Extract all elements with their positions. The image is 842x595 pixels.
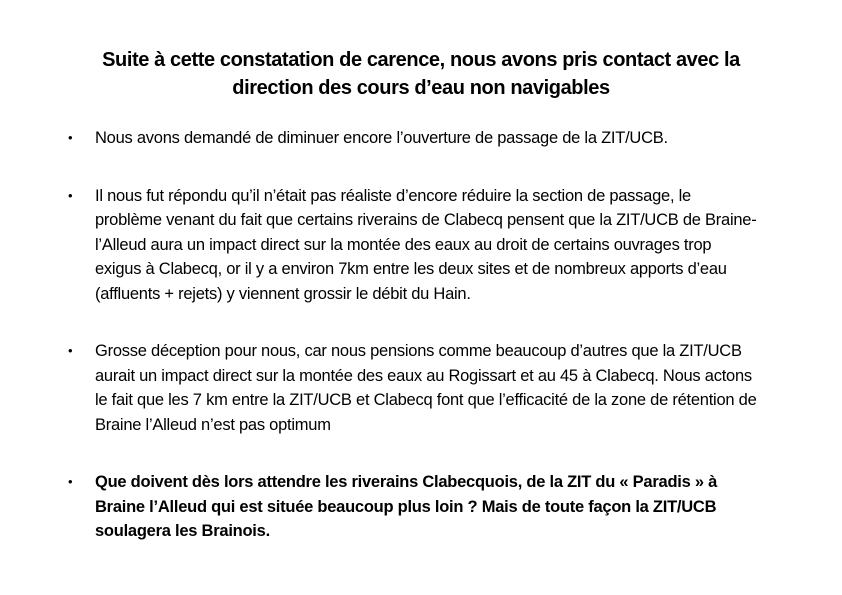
bullet-text: Grosse déception pour nous, car nous pensions comme beaucoup d’autres que la ZIT/UCB aurait un impact direct sur la montée des eaux au Rogissart et au 45 à Clabecq. Nous actons le fait que les 7 km entre la ZIT/UCB et Clabecq font que l’efficacité de la zone de rétention de Braine l’Alleud n’est pas optimum: [95, 342, 757, 434]
bullet-item: [68, 470, 758, 544]
bullet-item: [68, 339, 758, 437]
bullet-icon: •: [68, 130, 73, 145]
bullet-list: [0, 126, 842, 544]
bullet-text: Il nous fut répondu qu’il n’était pas réaliste d’encore réduire la section de passage, le problème venant du fait que certains riverains de Clabecq pensent que la ZIT/UCB de Braine-l’Alleud aura un impact direct sur la montée des eaux au droit de certains ouvrages trop exigus à Clabecq, or il y a environ 7km entre les deux sites et de nombreux apports d’eau (affluents + rejets) y viennent grossir le débit du Hain.: [95, 186, 757, 303]
bullet-text: Que doivent dès lors attendre les riverains Clabecquois, de la ZIT du « Paradis » à Braine l’Alleud qui est située beaucoup plus loin ? Mais de toute façon la ZIT/UCB soulagera les Brainois.: [95, 473, 718, 540]
bullet-icon: •: [68, 343, 73, 358]
bullet-item: [68, 184, 758, 307]
bullet-item: [68, 126, 758, 151]
bullet-text: Nous avons demandé de diminuer encore l’ouverture de passage de la ZIT/UCB.: [95, 129, 668, 147]
bullet-icon: •: [68, 187, 73, 203]
bullet-icon: •: [68, 474, 73, 489]
slide-title: Suite à cette constatation de carence, nous avons pris contact avec la direction des cours d’eau non navigables: [102, 49, 740, 99]
